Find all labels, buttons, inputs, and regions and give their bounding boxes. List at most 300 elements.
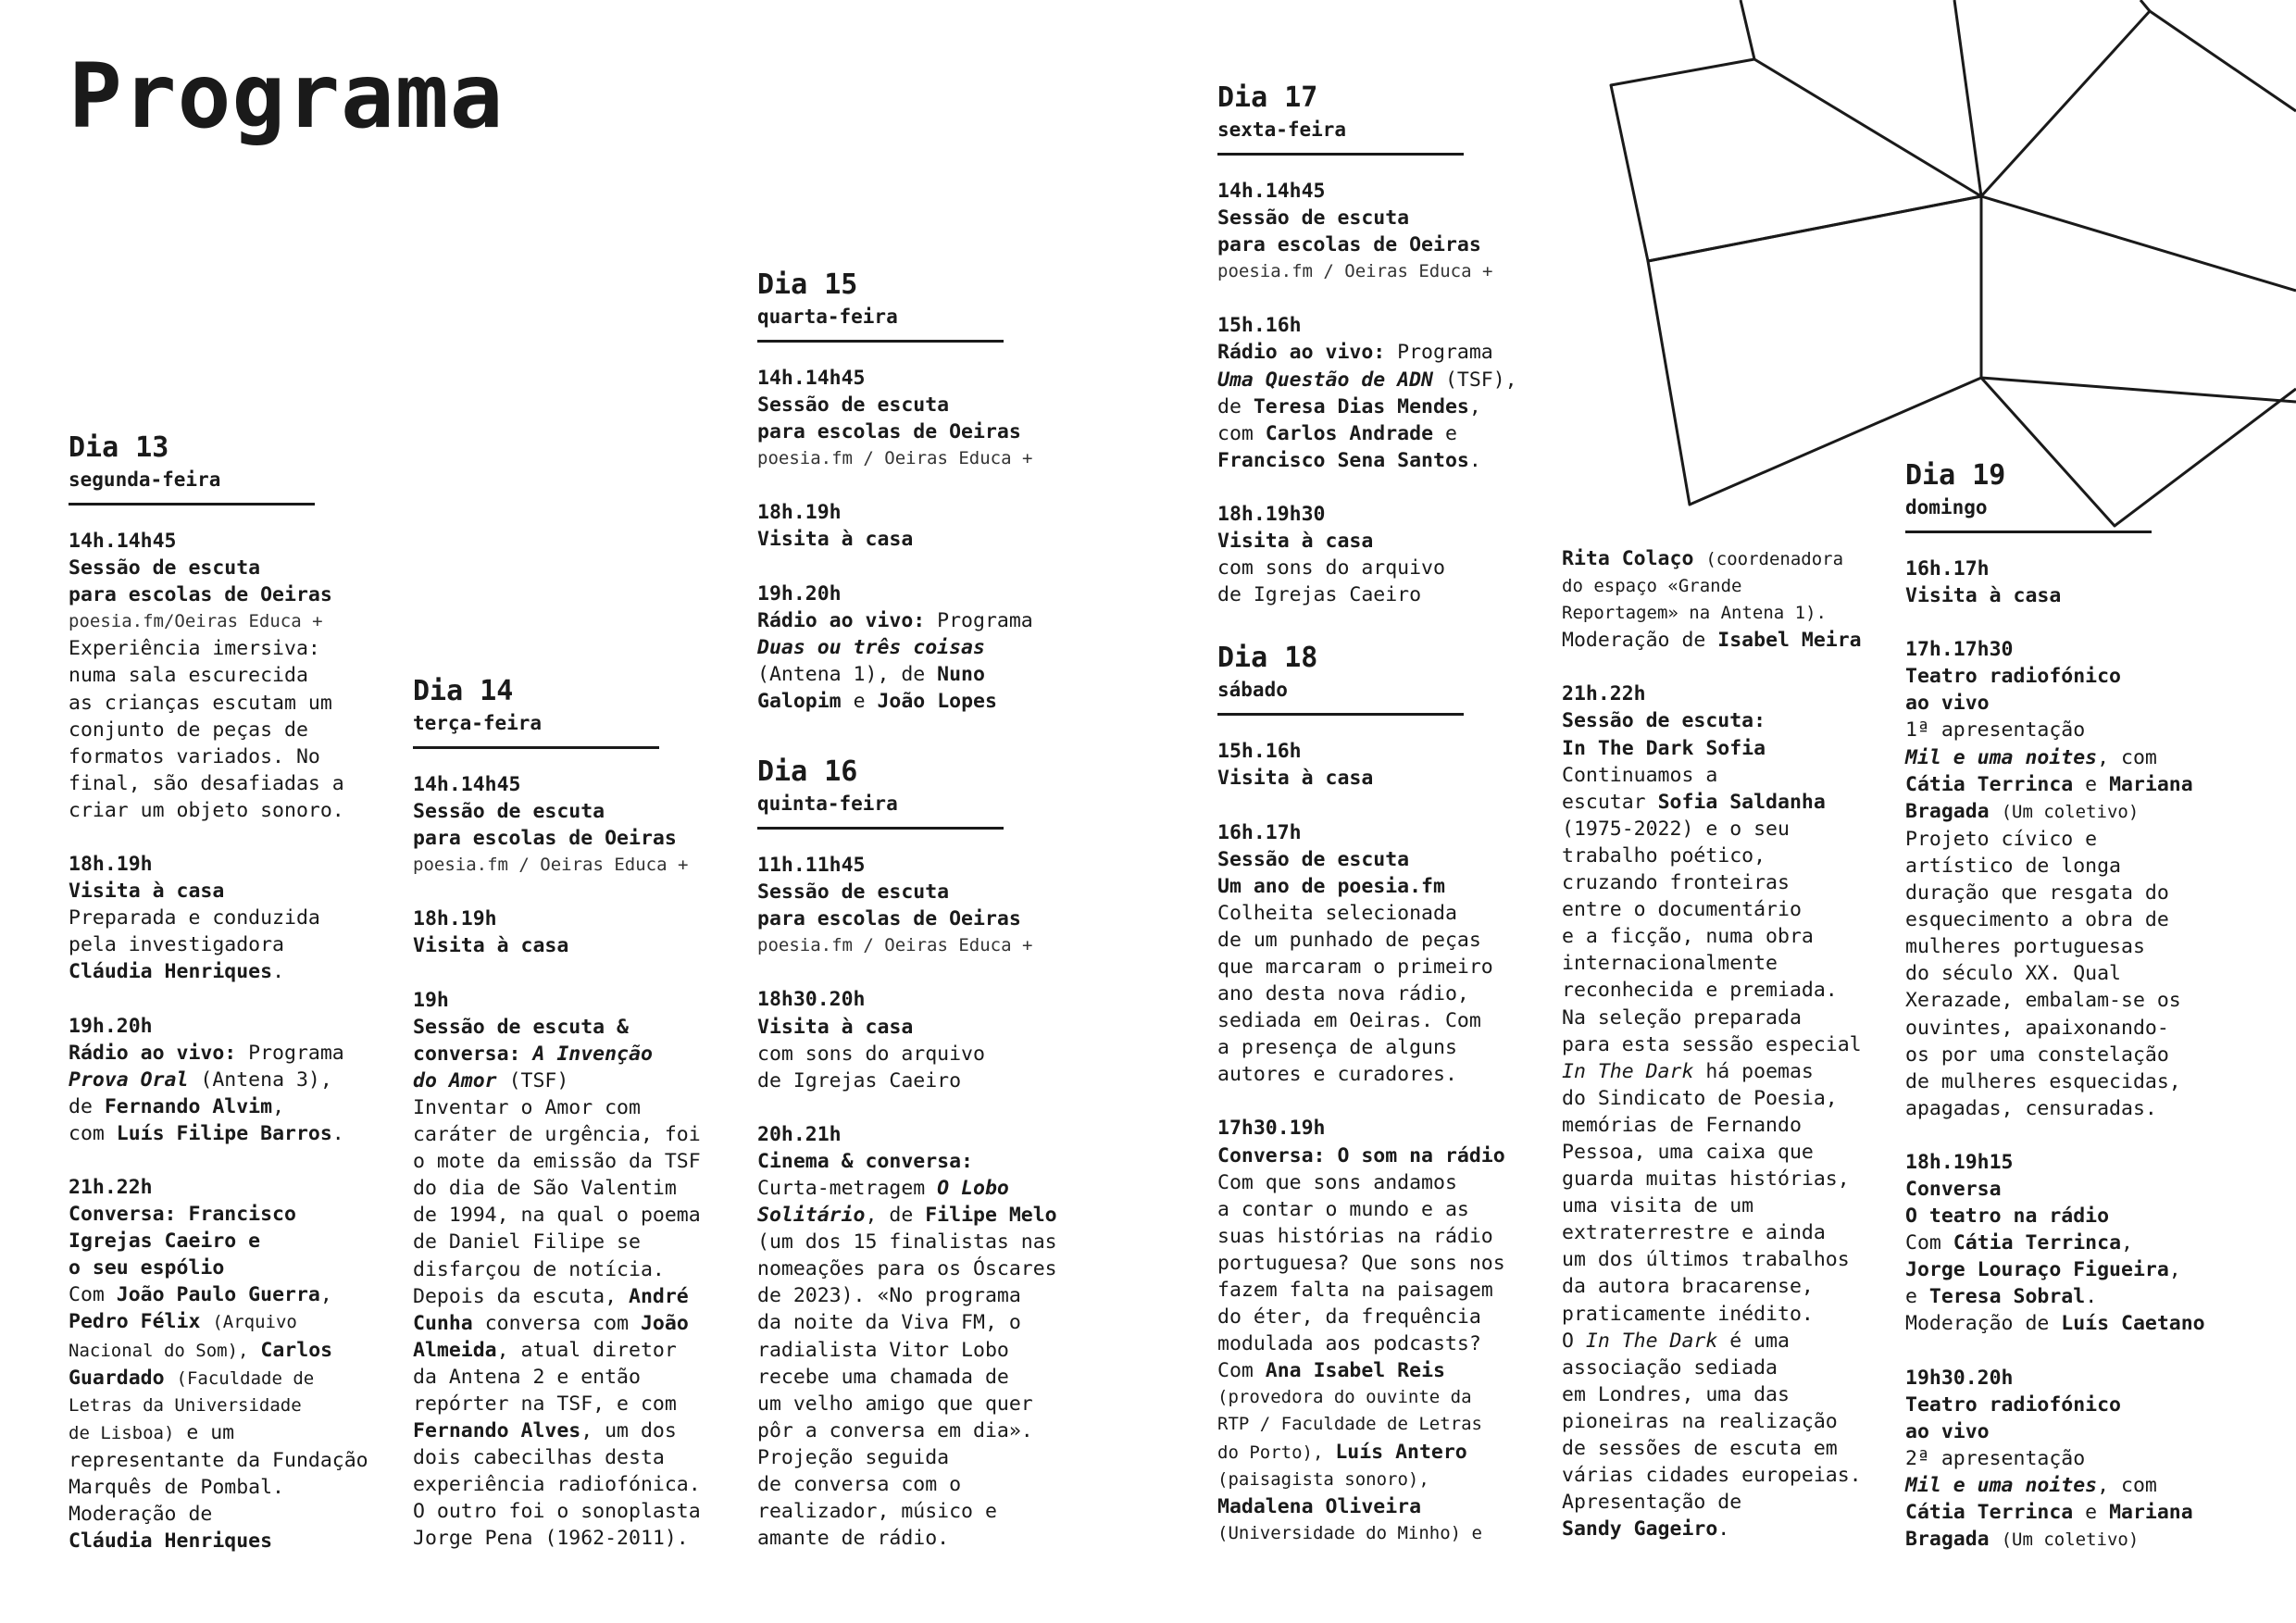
event-description: do éter, da frequência bbox=[1217, 1305, 1481, 1330]
geo-line-f bbox=[1981, 378, 2296, 402]
event-description-line: com Luís Filipe Barros. bbox=[69, 1121, 344, 1145]
event-time: 18h.19h bbox=[69, 853, 153, 877]
event-time: 11h.11h45 bbox=[757, 854, 866, 878]
person-name: Teresa Dias Mendes bbox=[1253, 394, 1469, 418]
event-title: Visita à casa bbox=[757, 528, 914, 552]
event bbox=[69, 1174, 402, 1554]
event-time: 15h.16h bbox=[1217, 314, 1302, 338]
event bbox=[1217, 738, 1551, 792]
heading-rule bbox=[1217, 713, 1464, 716]
day-heading: Dia 16 bbox=[757, 755, 858, 789]
day-heading: Dia 15 bbox=[757, 268, 858, 301]
event-description-line bbox=[69, 1337, 402, 1365]
event-description: entre o documentário bbox=[1562, 898, 1802, 922]
event-description: um velho amigo que quer bbox=[757, 1392, 1033, 1416]
event-time: 18h.19h30 bbox=[1217, 502, 1326, 526]
event-description: de sessões de escuta em bbox=[1562, 1437, 1838, 1460]
event-time: 19h.20h bbox=[757, 581, 842, 606]
event-description: (um dos 15 finalistas nas bbox=[757, 1230, 1057, 1255]
program-name: Mil e uma noites bbox=[1905, 745, 2098, 769]
program-name: In The Dark bbox=[1562, 1059, 1694, 1083]
event-description-line: Galopim e João Lopes bbox=[757, 689, 997, 713]
event-description-line: de Teresa Dias Mendes, bbox=[1217, 394, 1481, 418]
event-title: ao vivo bbox=[1905, 1419, 1990, 1443]
event-partners: poesia.fm/Oeiras Educa + bbox=[69, 611, 323, 632]
event bbox=[1905, 636, 2248, 1122]
event-description: (1975-2022) e o seu bbox=[1562, 817, 1790, 841]
event-description: reconhecida e premiada. bbox=[1562, 979, 1838, 1003]
event-time: 18h.19h bbox=[757, 501, 842, 525]
event-description: os por uma constelação bbox=[1905, 1042, 2169, 1067]
event-time: 16h.17h bbox=[1905, 557, 1990, 581]
event-time: 19h.20h bbox=[69, 1014, 153, 1038]
event-description: da autora bracarense, bbox=[1562, 1275, 1814, 1299]
person-name: Francisco Sena Santos bbox=[1217, 448, 1469, 472]
program-name: A Invenção bbox=[532, 1042, 653, 1066]
day-heading: Dia 19 bbox=[1905, 459, 2006, 492]
event-description: artístico de longa bbox=[1905, 854, 2121, 878]
event-description-line: Com João Paulo Guerra, bbox=[69, 1283, 332, 1307]
event-description-line bbox=[69, 1308, 402, 1336]
affiliation: (Um coletivo) bbox=[2001, 1529, 2140, 1551]
person-name: Cláudia Henriques bbox=[69, 960, 273, 984]
affiliation: (Faculdade de bbox=[176, 1367, 315, 1389]
affiliation: Letras da Universidade bbox=[69, 1394, 302, 1416]
event-description: recebe uma chamada de bbox=[757, 1365, 1009, 1389]
station: (Antena 1), de bbox=[757, 662, 926, 686]
event-title-line: Rádio ao vivo: Programa bbox=[757, 608, 1033, 632]
person-name: Bragada bbox=[1905, 799, 1990, 823]
event-description: internacionalmente bbox=[1562, 952, 1778, 976]
event bbox=[757, 986, 1091, 1093]
event-description: do século XX. Qual bbox=[1905, 962, 2121, 986]
event-description: Jorge Pena (1962-2011). bbox=[413, 1527, 689, 1551]
event-title: Igrejas Caeiro e bbox=[69, 1230, 261, 1254]
weekday-label: quarta-feira bbox=[757, 306, 898, 328]
event-description-line: Jorge Louraço Figueira, bbox=[1905, 1258, 2181, 1282]
event-description: 1ª apresentação bbox=[1905, 718, 2086, 743]
person-name: Filipe Melo bbox=[925, 1204, 1057, 1228]
event-description: Continuamos a bbox=[1562, 763, 1718, 787]
event-description-line: Cátia Terrinca e Mariana bbox=[1905, 772, 2193, 796]
event-title-line: conversa: A Invenção bbox=[413, 1042, 653, 1066]
program-name: Mil e uma noites bbox=[1905, 1473, 2098, 1497]
event-title: para escolas de Oeiras bbox=[757, 420, 1021, 444]
affiliation: de Lisboa) bbox=[69, 1422, 175, 1443]
day-column-14 bbox=[413, 673, 746, 1579]
event-description: conjunto de peças de bbox=[69, 718, 308, 742]
event-description: guarda muitas histórias, bbox=[1562, 1167, 1850, 1192]
event-description-line: Sandy Gageiro. bbox=[1562, 1517, 1730, 1542]
event-title: Conversa bbox=[1905, 1177, 2002, 1201]
day-heading: Dia 17 bbox=[1217, 81, 1318, 114]
event-title: para escolas de Oeiras bbox=[1217, 233, 1481, 257]
event-description: duração que resgata do bbox=[1905, 881, 2169, 905]
event-description: de conversa com o bbox=[757, 1473, 962, 1496]
person-name: Mariana bbox=[2109, 772, 2193, 796]
program-name: do Amor bbox=[413, 1068, 497, 1092]
event-description-line: Moderação de Luís Caetano bbox=[1905, 1312, 2205, 1336]
event-description: nomeações para os Óscares bbox=[757, 1257, 1057, 1281]
event bbox=[1905, 556, 2248, 609]
event-description: Xerazade, embalam-se os bbox=[1905, 989, 2181, 1013]
event-description: modulada aos podcasts? bbox=[1217, 1332, 1481, 1356]
event-description: Apresentação de bbox=[1562, 1491, 1742, 1515]
station: (TSF), bbox=[1444, 368, 1517, 392]
person-name: Almeida bbox=[413, 1338, 497, 1362]
event-description: pôr a conversa em dia». bbox=[757, 1418, 1033, 1442]
event bbox=[757, 365, 1091, 472]
event bbox=[1217, 819, 1551, 1089]
event-title: Sessão de escuta bbox=[757, 880, 950, 905]
event-title: Visita à casa bbox=[1905, 584, 2062, 608]
event-description-line bbox=[69, 1067, 402, 1093]
person-name: Cunha bbox=[413, 1311, 473, 1335]
day-heading: Dia 13 bbox=[69, 431, 169, 464]
event bbox=[1905, 1365, 2248, 1554]
geo-line-e bbox=[1981, 196, 2296, 291]
event-description: suas histórias na rádio bbox=[1217, 1224, 1493, 1248]
event-description: 2ª apresentação bbox=[1905, 1446, 2086, 1470]
heading-rule bbox=[1905, 531, 2152, 533]
event-description: para esta sessão especial bbox=[1562, 1032, 1862, 1056]
event-description: amante de rádio. bbox=[757, 1527, 950, 1551]
event-description: fazem falta na paisagem bbox=[1217, 1279, 1493, 1302]
event-title: Sessão de escuta bbox=[413, 800, 605, 824]
person-name: Luís Antero bbox=[1335, 1440, 1467, 1464]
event-description: cruzando fronteiras bbox=[1562, 871, 1790, 895]
event-description: o mote da emissão da TSF bbox=[413, 1150, 701, 1174]
event-title: para escolas de Oeiras bbox=[757, 907, 1021, 931]
event-title: Sessão de escuta bbox=[757, 393, 950, 418]
event-description: da noite da Viva FM, o bbox=[757, 1311, 1021, 1335]
person-name: Cátia Terrinca bbox=[1905, 1501, 2074, 1524]
event-description: Preparada e conduzida bbox=[69, 906, 320, 930]
event-description: praticamente inédito. bbox=[1562, 1302, 1814, 1326]
event-partners: poesia.fm / Oeiras Educa + bbox=[413, 855, 689, 876]
event-description: dois cabecilhas desta bbox=[413, 1446, 665, 1470]
moderator-name: Cláudia Henriques bbox=[69, 1529, 273, 1554]
event-description-line: Com Cátia Terrinca, bbox=[1905, 1231, 2133, 1255]
event bbox=[69, 528, 402, 824]
person-name: Fernando Alves bbox=[413, 1419, 581, 1443]
event-description: representante da Fundação bbox=[69, 1448, 368, 1472]
event bbox=[413, 905, 746, 959]
event-title-line bbox=[413, 1067, 746, 1094]
event-description-line: Moderação de Isabel Meira bbox=[1562, 629, 1862, 653]
geo-line-b bbox=[1954, 0, 1981, 196]
event-partners: poesia.fm / Oeiras Educa + bbox=[1217, 261, 1493, 282]
event-description: Marquês de Pombal. bbox=[69, 1476, 284, 1499]
event-description: realizador, músico e bbox=[757, 1500, 997, 1524]
event-title: para escolas de Oeiras bbox=[413, 827, 677, 851]
event-description-line bbox=[1905, 1526, 2248, 1554]
event-description: Na seleção preparada bbox=[1562, 1005, 1802, 1030]
affiliation: (paisagista sonoro), bbox=[1217, 1468, 1429, 1490]
event-description-line: Cláudia Henriques. bbox=[69, 960, 285, 984]
event bbox=[757, 852, 1091, 959]
event-description: pioneiras na realização bbox=[1562, 1409, 1838, 1433]
event bbox=[1217, 501, 1551, 608]
person-name: João Lopes bbox=[877, 689, 997, 713]
station: (TSF) bbox=[508, 1068, 569, 1092]
event-time: 16h.17h bbox=[1217, 820, 1302, 844]
event-description: várias cidades europeias. bbox=[1562, 1464, 1862, 1488]
event-description: caráter de urgência, foi bbox=[413, 1123, 701, 1147]
person-name: Nuno bbox=[937, 662, 985, 686]
event-description: do dia de São Valentim bbox=[413, 1177, 677, 1201]
event-description: disfarçou de notícia. bbox=[413, 1257, 665, 1281]
person-name: Rita Colaço bbox=[1562, 547, 1694, 570]
event-description: pela investigadora bbox=[69, 933, 284, 957]
moderator-name: Luís Caetano bbox=[2061, 1312, 2205, 1336]
event bbox=[1217, 178, 1551, 285]
event-description: Projeto cívico e bbox=[1905, 827, 2098, 851]
event-description-line: de Fernando Alvim, bbox=[69, 1094, 285, 1118]
person-name: Ana Isabel Reis bbox=[1265, 1359, 1445, 1383]
event bbox=[69, 1013, 402, 1147]
event-description-line bbox=[69, 1365, 402, 1392]
event-description: com sons do arquivo bbox=[1217, 556, 1445, 581]
event-title: Cinema & conversa: bbox=[757, 1149, 973, 1173]
event-description-line: Fernando Alves, um dos bbox=[413, 1419, 677, 1443]
event-title: Rádio ao vivo: bbox=[757, 608, 926, 632]
day-column-17-18 bbox=[1217, 80, 1551, 1574]
weekday-label: domingo bbox=[1905, 496, 1988, 518]
geo-line-c bbox=[1981, 11, 2296, 196]
event-time: 14h.14h45 bbox=[757, 367, 866, 390]
event-description: Pessoa, uma caixa que bbox=[1562, 1140, 1814, 1164]
person-name: Sofia Saldanha bbox=[1657, 790, 1826, 814]
event-description: de mulheres esquecidas, bbox=[1905, 1069, 2181, 1093]
person-name: João bbox=[640, 1311, 689, 1335]
event-description-line: Cátia Terrinca e Mariana bbox=[1905, 1501, 2193, 1524]
geo-line-a bbox=[1741, 0, 1754, 59]
event-title: Conversa: Francisco bbox=[69, 1203, 296, 1227]
film-title: O Lobo bbox=[937, 1176, 1009, 1200]
affiliation: do Porto), bbox=[1217, 1442, 1324, 1463]
event-description: radialista Vitor Lobo bbox=[757, 1338, 1009, 1362]
event bbox=[757, 499, 1091, 553]
event-description-line bbox=[1217, 367, 1551, 393]
event-title: Sessão de escuta & bbox=[413, 1015, 629, 1039]
event-description-line: In The Dark há poemas bbox=[1562, 1059, 1814, 1083]
event bbox=[69, 851, 402, 985]
event-description: ouvintes, apaixonando- bbox=[1905, 1016, 2169, 1040]
heading-rule bbox=[757, 827, 1004, 830]
event-title-line: Rádio ao vivo: Programa bbox=[1217, 341, 1493, 365]
event bbox=[1217, 1115, 1551, 1547]
event-description: Inventar o Amor com bbox=[413, 1095, 641, 1119]
event-description-line: de Lisboa) e um bbox=[69, 1420, 235, 1444]
event-time: 19h bbox=[413, 988, 449, 1012]
event-description: apagadas, censuradas. bbox=[1905, 1096, 2157, 1120]
event-description: do Sindicato de Poesia, bbox=[1562, 1086, 1838, 1110]
event-time: 15h.16h bbox=[1217, 740, 1302, 764]
event-description: extraterrestre e ainda bbox=[1562, 1221, 1826, 1245]
event-description-line: Mil e uma noites, com bbox=[1905, 745, 2157, 769]
person-name: Cátia Terrinca bbox=[1905, 772, 2074, 796]
event-title: Teatro radiofónico bbox=[1905, 1392, 2121, 1417]
event bbox=[1217, 312, 1551, 474]
event bbox=[757, 1121, 1091, 1553]
program-name: In The Dark bbox=[1585, 1329, 1718, 1353]
event-description: Projeção seguida bbox=[757, 1445, 950, 1469]
person-name: André bbox=[629, 1284, 689, 1308]
person-name: Carlos Andrade bbox=[1265, 421, 1434, 445]
event-time: 18h.19h15 bbox=[1905, 1150, 2014, 1174]
event-description: a presença de alguns bbox=[1217, 1036, 1457, 1060]
event-description-line bbox=[757, 661, 1091, 688]
heading-rule bbox=[413, 746, 659, 749]
event-description-line: Solitário, de Filipe Melo bbox=[757, 1204, 1057, 1228]
event-time: 14h.14h45 bbox=[1217, 180, 1326, 203]
event-description: portuguesa? Que sons nos bbox=[1217, 1251, 1505, 1275]
event-title: Um ano de poesia.fm bbox=[1217, 874, 1445, 898]
affiliation: do espaço «Grande bbox=[1562, 576, 1742, 597]
day-heading: Dia 14 bbox=[413, 675, 514, 707]
weekday-label: terça-feira bbox=[413, 712, 543, 734]
event-description: O outro foi o sonoplasta bbox=[413, 1500, 701, 1524]
person-name: Bragada bbox=[1905, 1528, 1990, 1552]
person-name: Galopim bbox=[757, 689, 842, 713]
event-description-line: e Teresa Sobral. bbox=[1905, 1285, 2098, 1309]
event-title: Sessão de escuta bbox=[69, 556, 261, 581]
event-partners: poesia.fm / Oeiras Educa + bbox=[757, 935, 1033, 956]
event-description-line bbox=[1905, 798, 2248, 826]
event bbox=[1905, 1149, 2248, 1338]
event-description: de Igrejas Caeiro bbox=[1217, 583, 1422, 607]
weekday-label: quinta-feira bbox=[757, 793, 898, 816]
event-time: 18h.19h bbox=[413, 907, 497, 931]
event-description: trabalho poético, bbox=[1562, 843, 1766, 868]
event-title: Sessão de escuta: bbox=[1562, 709, 1766, 733]
event-description: Colheita selecionada bbox=[1217, 901, 1457, 925]
person-name: Cátia Terrinca bbox=[1953, 1231, 2122, 1255]
affiliation: Reportagem» na Antena 1). bbox=[1562, 603, 1827, 624]
event-title: In The Dark Sofia bbox=[1562, 736, 1766, 760]
event-time: 17h.17h30 bbox=[1905, 638, 2014, 662]
event-description: que marcaram o primeiro bbox=[1217, 955, 1493, 979]
event-description: da Antena 2 e então bbox=[413, 1365, 641, 1389]
affiliation: Nacional do Som), bbox=[69, 1340, 249, 1361]
event-title: para escolas de Oeiras bbox=[69, 583, 332, 607]
heading-rule bbox=[757, 340, 1004, 343]
event-time: 20h.21h bbox=[757, 1122, 842, 1146]
event-description: mulheres portuguesas bbox=[1905, 935, 2145, 959]
event-description: repórter na TSF, e com bbox=[413, 1392, 677, 1416]
event-description: de um punhado de peças bbox=[1217, 928, 1481, 952]
event-title: O teatro na rádio bbox=[1905, 1205, 2110, 1229]
event-description-line: com Carlos Andrade e bbox=[1217, 421, 1457, 445]
event-description: de Daniel Filipe se bbox=[413, 1230, 641, 1255]
event-description: formatos variados. No bbox=[69, 744, 320, 768]
person-name: João Paulo Guerra bbox=[116, 1283, 320, 1307]
day-column-13 bbox=[69, 430, 402, 1581]
event-description-line bbox=[1217, 1439, 1551, 1467]
event-description: numa sala escurecida bbox=[69, 664, 308, 688]
event-description: as crianças escutam um bbox=[69, 691, 332, 715]
person-name: Madalena Oliveira bbox=[1217, 1494, 1422, 1518]
event-description: de 2023). «No programa bbox=[757, 1284, 1021, 1308]
affiliation: (provedora do ouvinte da bbox=[1217, 1387, 1472, 1408]
event-continued bbox=[1562, 545, 1895, 654]
person-name: Guardado bbox=[69, 1366, 165, 1390]
event-description: sediada em Oeiras. Com bbox=[1217, 1009, 1481, 1033]
event-description-line: Almeida, atual diretor bbox=[413, 1338, 677, 1362]
event bbox=[413, 771, 746, 879]
affiliation: RTP / Faculdade de Letras bbox=[1217, 1414, 1482, 1435]
moderator-name: Isabel Meira bbox=[1717, 629, 1862, 653]
event-title: Rádio ao vivo: bbox=[69, 1041, 237, 1065]
event bbox=[757, 581, 1091, 715]
event-description: de Igrejas Caeiro bbox=[757, 1068, 962, 1092]
day-column-19 bbox=[1905, 457, 2248, 1580]
event-description-line: Curta-metragem O Lobo bbox=[757, 1176, 1009, 1200]
event-description-line: Com Ana Isabel Reis bbox=[1217, 1359, 1445, 1383]
event-title-line bbox=[69, 1040, 402, 1067]
event-description: ano desta nova rádio, bbox=[1217, 982, 1469, 1006]
event-time: 19h30.20h bbox=[1905, 1366, 2014, 1390]
person-name: Jorge Louraço Figueira bbox=[1905, 1258, 2169, 1282]
event-description-line: Francisco Sena Santos. bbox=[1217, 448, 1481, 472]
day-heading: Dia 18 bbox=[1217, 642, 1318, 675]
event-title: Sessão de escuta bbox=[1217, 206, 1410, 231]
event-description: experiência radiofónica. bbox=[413, 1473, 701, 1497]
weekday-label: sábado bbox=[1217, 679, 1288, 702]
heading-rule bbox=[1217, 153, 1464, 156]
weekday-label: segunda-feira bbox=[69, 468, 221, 491]
event-label: Programa bbox=[248, 1041, 344, 1065]
geo-shape-left-top bbox=[1611, 59, 1981, 261]
event-description: um dos últimos trabalhos bbox=[1562, 1248, 1850, 1272]
event-description: esquecimento a obra de bbox=[1905, 908, 2169, 932]
event-description-line: Cunha conversa com João bbox=[413, 1311, 689, 1335]
event-title: o seu espólio bbox=[69, 1256, 225, 1280]
event-title: Conversa: O som na rádio bbox=[1217, 1143, 1505, 1167]
person-name: Carlos bbox=[260, 1338, 333, 1362]
affiliation: (Universidade do Minho) e bbox=[1217, 1522, 1482, 1543]
event-description: a contar o mundo e as bbox=[1217, 1197, 1469, 1221]
event-description: memórias de Fernando bbox=[1562, 1113, 1802, 1137]
event-description: em Londres, uma das bbox=[1562, 1382, 1790, 1406]
event-title: Rádio ao vivo: bbox=[1217, 341, 1386, 365]
event bbox=[1562, 680, 1895, 1542]
event-description: final, são desafiadas a bbox=[69, 771, 344, 795]
event-title: Teatro radiofónico bbox=[1905, 665, 2121, 689]
event-description: e a ficção, numa obra bbox=[1562, 925, 1814, 949]
event-title: Sessão de escuta bbox=[1217, 847, 1410, 871]
program-name: Duas ou três coisas bbox=[757, 635, 985, 659]
day-column-15-16 bbox=[757, 267, 1091, 1579]
event bbox=[413, 987, 746, 1553]
event-description-line: Mil e uma noites, com bbox=[1905, 1473, 2157, 1497]
affiliation: (Um coletivo) bbox=[2001, 801, 2140, 822]
event-description: associação sediada bbox=[1562, 1355, 1778, 1380]
event-description: uma visita de um bbox=[1562, 1194, 1754, 1218]
event-partners: poesia.fm / Oeiras Educa + bbox=[757, 448, 1033, 469]
event-title: Visita à casa bbox=[69, 880, 225, 904]
event-title: Visita à casa bbox=[413, 934, 569, 958]
person-name: Mariana bbox=[2109, 1501, 2193, 1524]
event-title: Visita à casa bbox=[1217, 767, 1374, 791]
event-time: 17h30.19h bbox=[1217, 1117, 1326, 1141]
event-time: 14h.14h45 bbox=[69, 530, 177, 553]
person-name: Pedro Félix bbox=[69, 1310, 201, 1334]
day-column-18-continued bbox=[1562, 545, 1895, 1569]
affiliation: (Arquivo bbox=[212, 1312, 297, 1333]
affiliation: (coordenadora bbox=[1705, 549, 1844, 569]
